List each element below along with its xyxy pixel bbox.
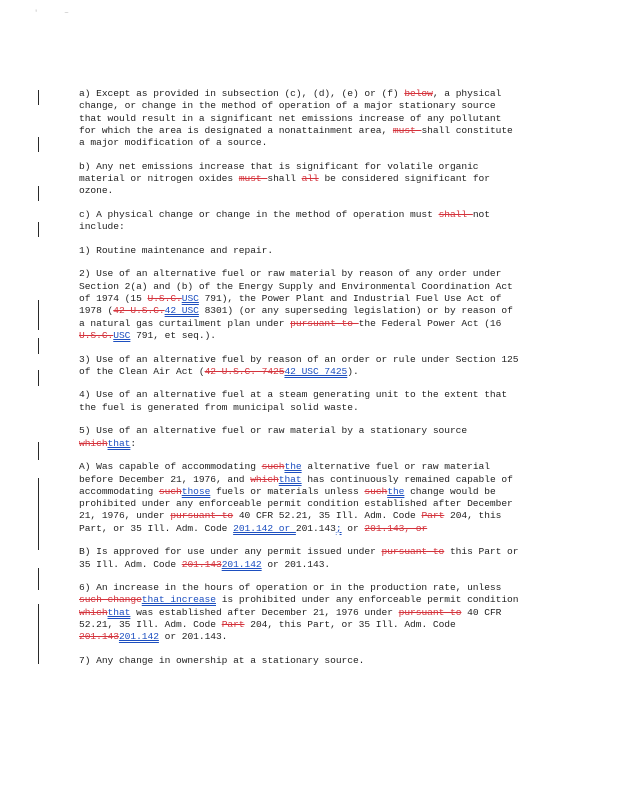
body-text: not include: (79, 208, 490, 233)
change-bar (38, 604, 39, 664)
inserted-text: that (278, 473, 302, 485)
change-bar (38, 90, 39, 105)
body-text: B) Is approved for use under any permit issued under (79, 546, 382, 558)
deleted-text: U.S.C. (147, 293, 182, 305)
body-text: , a physical change, or change in the method of operation of a major stationary source that would result in a significant net emissions increase of any pollutant for which the area is designated a nonattainment area, (79, 88, 502, 136)
inserted-text: 42 USC (164, 305, 199, 317)
deleted-text: which (79, 437, 108, 449)
body-text: 2) Use of an alternative fuel or raw material by reason of any order under Section 2(a) and (b) of the Energy Supply and Environmental Coordination Act of 1974 (15 (79, 268, 513, 305)
deleted-text: Part (421, 510, 445, 522)
body-text: shall constitute a major modification of a source. (79, 124, 513, 149)
body-text: 5) Use of an alternative fuel or raw material by a stationary source (79, 425, 468, 437)
paragraph-c3 (79, 354, 519, 379)
change-bar (38, 186, 39, 201)
paragraph-c4 (79, 389, 519, 414)
deleted-text: below (404, 88, 433, 99)
deleted-text: pursuant to (170, 510, 234, 522)
body-text: 40 CFR 52.21, 35 Ill. Adm. Code (233, 510, 422, 522)
inserted-text: that (107, 437, 131, 449)
paragraph-c6 (79, 582, 519, 643)
change-bar (38, 338, 39, 354)
deleted-text: which (79, 606, 108, 618)
page-scan-marks (34, 10, 69, 18)
deleted-text: must (392, 124, 422, 136)
inserted-text: 201.142 (221, 558, 262, 570)
inserted-text: 201.142 (118, 631, 159, 643)
deleted-text: such (261, 461, 285, 473)
body-text: 7) Any change in ownership at a stationary source. (79, 654, 365, 666)
deleted-text: 201.143 (79, 631, 119, 643)
paragraph-a (79, 88, 519, 149)
deleted-text: pursuant to (398, 606, 462, 618)
body-text: 201.143 (295, 522, 336, 534)
body-text: b) Any net emissions increase that is significant for volatile organic material or nitrogen oxides (79, 160, 479, 185)
inserted-text: USC (113, 329, 131, 341)
body-text: change would be prohibited under any enforceable permit condition established after December 21, 1976, under (79, 485, 513, 522)
body-text: or 201.143. (261, 558, 331, 570)
body-text: 8301) (or any superseding legislation) or by reason of a natural gas curtailment plan under (79, 305, 513, 329)
body-text: a) Except as provided in subsection (c), (d), (e) or (f) (79, 88, 405, 99)
change-bar (38, 222, 39, 237)
inserted-text: that (107, 606, 131, 618)
paragraph-c (79, 209, 519, 234)
deleted-text: such (364, 485, 388, 497)
change-bar (38, 370, 39, 386)
body-text: alternative fuel or raw material before December 21, 1976, and (79, 461, 490, 485)
deleted-text: must (238, 173, 268, 185)
deleted-text: 201.143 (181, 558, 222, 570)
deleted-text: shall (438, 208, 473, 220)
body-text: or (341, 522, 365, 534)
inserted-text: those (181, 485, 211, 497)
body-text: be considered significant for ozone. (79, 173, 490, 197)
scan-mark-right: ~ (64, 10, 69, 18)
inserted-text: 201.142 or (233, 522, 296, 534)
body-text: 6) An increase in the hours of operation or in the production rate, unless (79, 582, 502, 594)
paragraph-c2 (79, 268, 519, 342)
body-text: 791), the Power Plant and Industrial Fuel Use Act of 1978 ( (79, 293, 502, 317)
inserted-text: ; (335, 522, 342, 534)
paragraph-b (79, 161, 519, 198)
deleted-text: such (158, 485, 182, 497)
body-text: ). (347, 365, 359, 377)
body-text: c) A physical change or change in the method of operation must (79, 208, 439, 220)
body-text: A) Was capable of accommodating (79, 461, 262, 473)
paragraph-c5 (79, 425, 519, 450)
paragraph-c7 (79, 655, 519, 667)
change-bar (38, 568, 39, 590)
change-bar (38, 137, 39, 152)
scan-mark-left: ' (34, 10, 39, 18)
paragraph-c5A (79, 461, 519, 535)
inserted-text: the (284, 461, 302, 473)
change-bar (38, 300, 39, 330)
body-text: 40 CFR 52.21, 35 Ill. Adm. Code (79, 606, 502, 631)
deleted-text: such change (79, 594, 142, 606)
body-text: has continuously remained capable of accommodating (79, 473, 513, 497)
inserted-text: that increase (141, 594, 216, 606)
body-text: fuels or materials unless (210, 485, 365, 497)
body-text: 3) Use of an alternative fuel by reason of an order or rule under Section 125 of the Clean Air Act ( (79, 353, 519, 377)
deleted-text: pursuant to (381, 546, 445, 558)
body-text: the Federal Power Act (16 (358, 317, 502, 329)
deleted-text: all (301, 173, 319, 185)
body-text: 791, et seq.). (130, 329, 216, 341)
body-text: was established after December 21, 1976 under (130, 606, 399, 618)
document-body (79, 88, 519, 679)
inserted-text: USC (181, 293, 199, 305)
deleted-text: 42 U.S.C. (113, 305, 165, 317)
body-text: 204, this Part, or 35 Ill. Adm. Code (244, 619, 456, 631)
deleted-text: pursuant to (290, 317, 359, 329)
body-text: 204, this Part, or 35 Ill. Adm. Code (79, 510, 502, 534)
body-text: shall (267, 173, 302, 185)
deleted-text: 201.143, or (364, 522, 428, 534)
body-text: or 201.143. (158, 631, 228, 643)
body-text: 4) Use of an alternative fuel at a steam generating unit to the extent that the fuel is generated from municipal solid waste. (79, 389, 508, 413)
body-text: this Part or 35 Ill. Adm. Code (79, 546, 519, 570)
body-text: : (130, 437, 137, 449)
deleted-text: which (250, 473, 279, 485)
inserted-text: 42 USC 7425 (284, 365, 348, 377)
change-bar (38, 478, 39, 550)
paragraph-c1 (79, 245, 519, 257)
paragraph-c5B (79, 546, 519, 571)
deleted-text: U.S.C. (79, 329, 114, 341)
change-bar (38, 442, 39, 460)
body-text: 1) Routine maintenance and repair. (79, 244, 274, 256)
inserted-text: the (387, 485, 405, 497)
body-text: is prohibited under any enforceable permit condition (215, 594, 519, 606)
deleted-text: Part (221, 619, 245, 631)
deleted-text: 42 U.S.C. 7425 (204, 365, 285, 377)
